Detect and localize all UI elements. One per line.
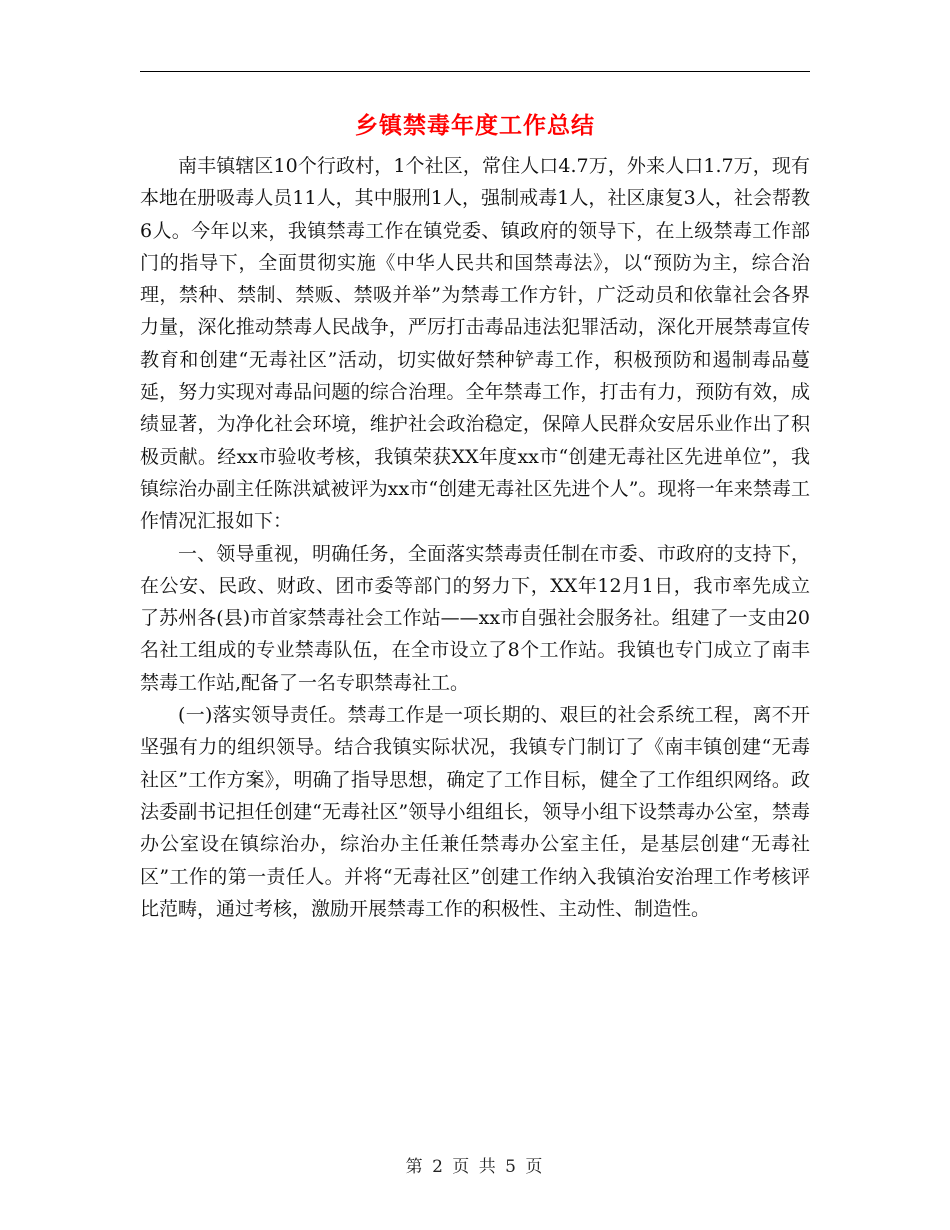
paragraph-section-one: 一、领导重视，明确任务，全面落实禁毒责任制在市委、市政府的支持下，在公安、民政、财政、团市委等部门的努力下，XX年12月1日，我市率先成立了苏州各(县)市首家禁毒社会工作站——xx市自强社会服务社。组建了一支由20名社工组成的专业禁毒队伍，在全市设立了8个工作站。我镇也专门成立了南丰禁毒工作站,配备了一名专职禁毒社工。: [140, 542, 810, 694]
header-rule: [140, 71, 810, 72]
document-body: [140, 150, 810, 925]
paragraph-subsection-one: (一)落实领导责任。禁毒工作是一项长期的、艰巨的社会系统工程，离不开坚强有力的组织领导。结合我镇实际状况，我镇专门制订了《南丰镇创建“无毒社区”工作方案》，明确了指导思想，确定了工作目标，健全了工作组织网络。政法委副书记担任创建“无毒社区”领导小组组长，领导小组下设禁毒办公室，禁毒办公室设在镇综治办，综治办主任兼任禁毒办公室主任，是基层创建“无毒社区”工作的第一责任人。并将“无毒社区”创建工作纳入我镇治安治理工作考核评比范畴，通过考核，激励开展禁毒工作的积极性、主动性、制造性。: [140, 704, 810, 920]
page-number: 第 2 页 共 5 页: [405, 1157, 545, 1177]
paragraph-intro: 南丰镇辖区10个行政村，1个社区，常住人口4.7万，外来人口1.7万，现有本地在册吸毒人员11人，其中服刑1人，强制戒毒1人，社区康复3人，社会帮教6人。今年以来，我镇禁毒工作在镇党委、镇政府的领导下，在上级禁毒工作部门的指导下，全面贯彻实施《中华人民共和国禁毒法》，以“预防为主，综合治理，禁种、禁制、禁贩、禁吸并举”为禁毒工作方针，广泛动员和依靠社会各界力量，深化推动禁毒人民战争，严厉打击毒品违法犯罪活动，深化开展禁毒宣传教育和创建“无毒社区”活动，切实做好禁种铲毒工作，积极预防和遏制毒品蔓延，努力实现对毒品问题的综合治理。全年禁毒工作，打击有力，预防有效，成绩显著，为净化社会环境，维护社会政治稳定，保障人民群众安居乐业作出了积极贡献。经xx市验收考核，我镇荣获XX年度xx市“创建无毒社区先进单位”，我镇综治办副主任陈洪斌被评为xx市“创建无毒社区先进个人”。现将一年来禁毒工作情况汇报如下：: [140, 155, 810, 533]
document-title: 乡镇禁毒年度工作总结: [355, 112, 595, 139]
